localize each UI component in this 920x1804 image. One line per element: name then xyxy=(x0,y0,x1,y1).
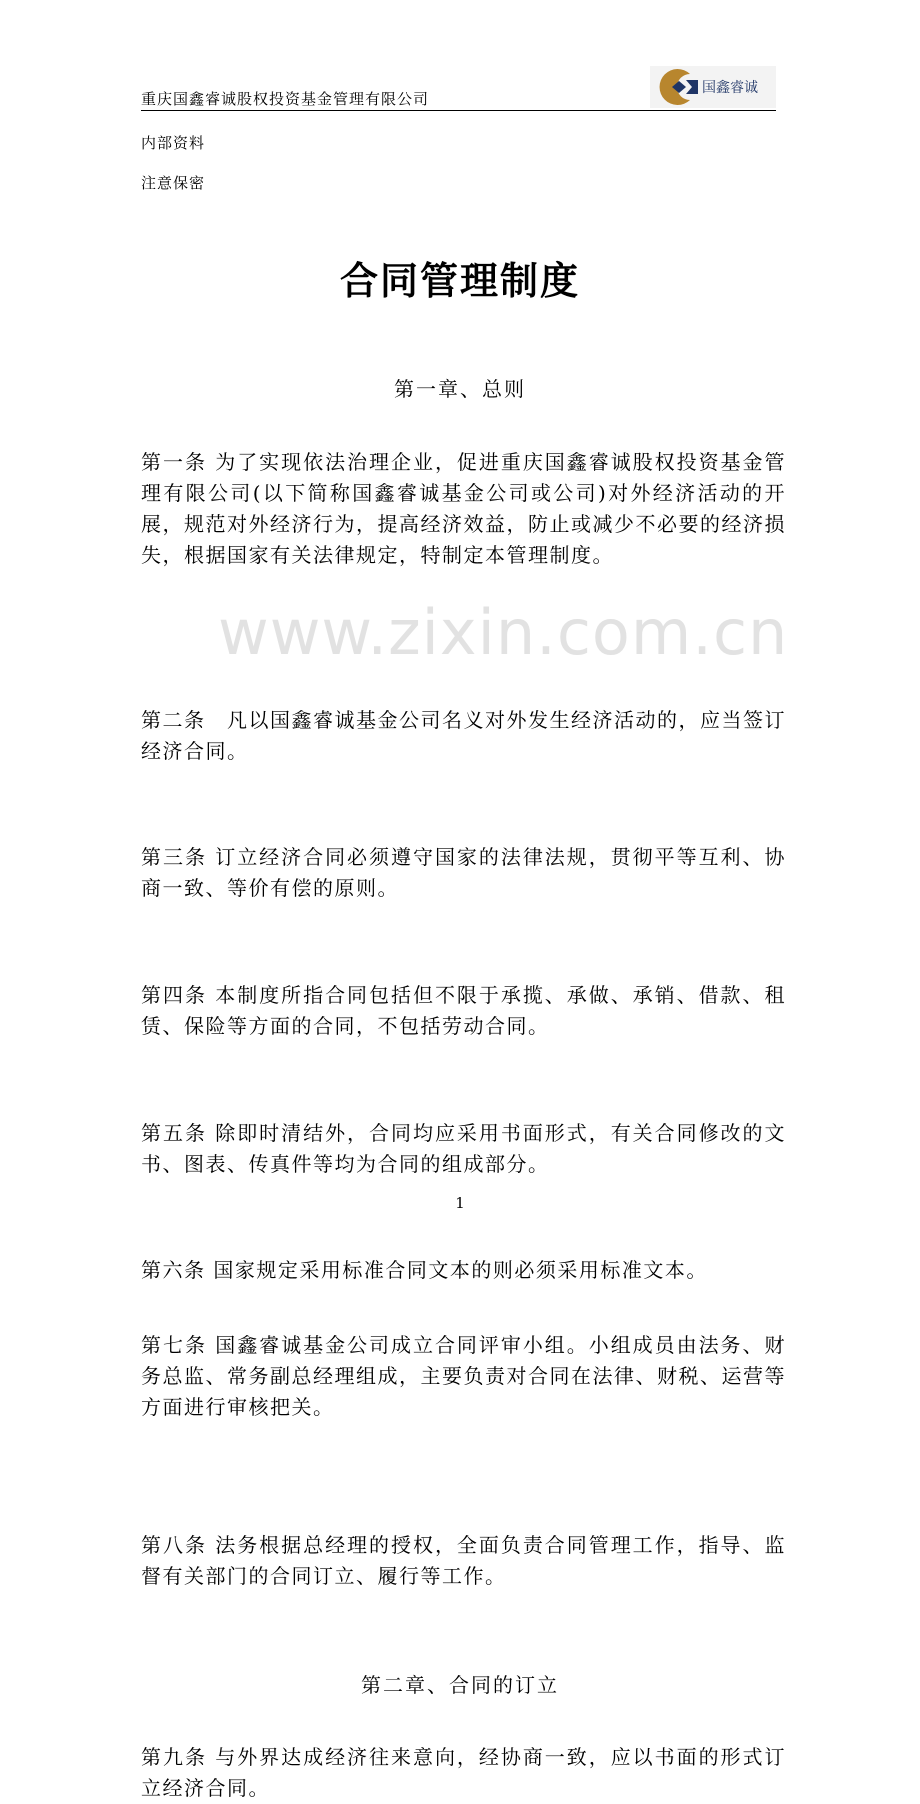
document-title: 合同管理制度 xyxy=(339,259,580,303)
watermark: www.zixin.com.cn xyxy=(218,596,789,669)
header-company-name: 重庆国鑫睿诚股权投资基金管理有限公司 xyxy=(141,90,430,108)
internal-material-label: 内部资料 xyxy=(141,134,206,152)
article-paragraph: 第四条 本制度所指合同包括但不限于承揽、承做、承销、借款、租赁、保险等方面的合同，不包括劳动合同。 xyxy=(141,983,786,1038)
logo-text: 国鑫睿诚 xyxy=(702,80,758,96)
chapter-heading: 第一章、总则 xyxy=(394,377,526,401)
article-paragraph: 第五条 除即时清结外，合同均应采用书面形式，有关合同修改的文书、图表、传真件等均为合同的组成部分。 xyxy=(141,1121,786,1176)
page-number: 1 xyxy=(455,1194,465,1212)
logo-graphic xyxy=(650,66,776,108)
page-header xyxy=(141,66,776,111)
article-paragraph: 第一条 为了实现依法治理企业，促进重庆国鑫睿诚股权投资基金管理有限公司(以下简称国鑫睿诚基金公司或公司)对外经济活动的开展，规范对外经济行为，提高经济效益，防止或减少不必要的经济损失，根据国家有关法律规定，特制定本管理制度。 xyxy=(141,450,786,567)
confidential-label: 注意保密 xyxy=(141,174,206,192)
article-paragraph: 第六条 国家规定采用标准合同文本的则必须采用标准文本。 xyxy=(141,1258,708,1282)
article-paragraph: 第三条 订立经济合同必须遵守国家的法律法规，贯彻平等互利、协商一致、等价有偿的原则。 xyxy=(141,845,786,900)
article-paragraph: 第七条 国鑫睿诚基金公司成立合同评审小组。小组成员由法务、财务总监、常务副总经理组成，主要负责对合同在法律、财税、运营等方面进行审核把关。 xyxy=(141,1333,786,1419)
chapter-heading: 第二章、合同的订立 xyxy=(361,1673,559,1697)
article-paragraph: 第八条 法务根据总经理的授权，全面负责合同管理工作，指导、监督有关部门的合同订立、履行等工作。 xyxy=(141,1533,786,1588)
article-paragraph: 第二条 凡以国鑫睿诚基金公司名义对外发生经济活动的，应当签订经济合同。 xyxy=(141,708,786,763)
article-paragraph: 第九条 与外界达成经济往来意向，经协商一致，应以书面的形式订立经济合同。 xyxy=(141,1745,786,1800)
company-logo xyxy=(650,66,776,108)
